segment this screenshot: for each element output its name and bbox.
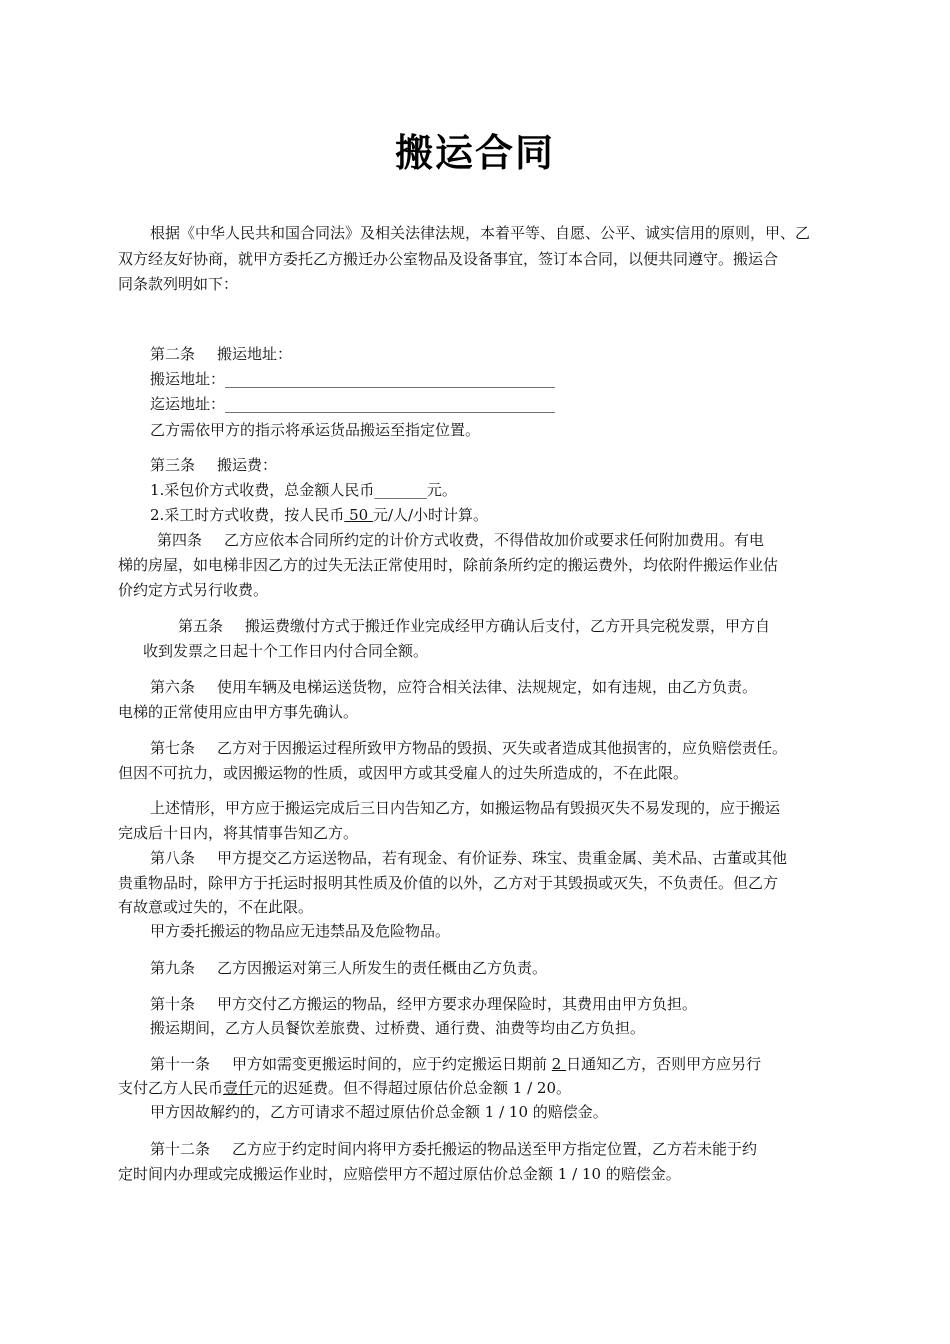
article-11-line-2 [118, 1077, 571, 1099]
from-address-label: 搬运地址： [150, 370, 226, 388]
article-6-line-1 [150, 676, 757, 698]
article-2-label: 第二条 [150, 345, 196, 363]
article-8-line-1 [150, 847, 787, 869]
article-7-line-2: 但因不可抗力，或因搬运物的性质，或因甲方或其受雇人的过失所造成的，不在此限。 [118, 764, 689, 782]
article-6-line-2: 电梯的正常使用应由甲方事先确认。 [118, 703, 359, 721]
page-title: 搬运合同 [394, 131, 555, 175]
fee-item-1 [150, 479, 457, 501]
article-10-line-2: 搬运期间，乙方人员餐饮差旅费、过桥费、通行费、油费等均由乙方负担。 [150, 1019, 646, 1037]
article-11-text-1: 甲方如需变更搬运时间的，应于约定搬运日期前 [232, 1055, 552, 1073]
article-8-line-4: 甲方委托搬运的物品应无违禁品及危险物品。 [150, 922, 451, 940]
article-8-line-2: 贵重物品时，除甲方于托运时报明其性质及价值的以外，乙方对于其毁损或灭失，不负责任。但乙方 [118, 874, 779, 892]
article-11-line-1 [150, 1053, 761, 1075]
article-5-label: 第五条 [178, 617, 224, 635]
article-9-line [150, 957, 547, 979]
preamble-line-1: 根据《中华人民共和国合同法》及相关法律法规，本着平等、自愿、公平、诚实信用的原则，甲、乙 [150, 224, 811, 242]
from-address-blank: ____________________________________________ [225, 370, 556, 388]
article-7-label: 第七条 [150, 739, 196, 757]
article-10-line-1 [150, 993, 697, 1015]
article-4-line-1 [157, 529, 764, 551]
article-9-label: 第九条 [150, 959, 196, 977]
article-3-heading [150, 454, 277, 476]
notice-days-value: 2 [551, 1055, 567, 1073]
article-5-text-1: 搬运费缴付方式于搬迁作业完成经甲方确认后支付，乙方开具完税发票，甲方自 [245, 617, 771, 635]
article-4-line-2: 梯的房屋，如电梯非因乙方的过失无法正常使用时，除前条所约定的搬运费外，均依附件搬运作业估 [118, 556, 779, 574]
article-12-line-1 [150, 1138, 757, 1160]
article-11-text-3: 支付乙方人民币 [118, 1079, 224, 1097]
article-7-extra-2: 完成后十日内，将其情事告知乙方。 [118, 824, 359, 842]
preamble-line-3: 同条款列明如下： [118, 275, 239, 293]
article-4-label: 第四条 [157, 531, 203, 549]
article-2-heading [150, 343, 292, 365]
article-12-label: 第十二条 [150, 1140, 211, 1158]
fee-item-1-unit: 元。 [426, 481, 457, 499]
article-11-label: 第十一条 [150, 1055, 211, 1073]
article-12-line-2: 定时间内办理或完成搬运作业时，应赔偿甲方不超过原估价总金额 1 / 10 的赔偿金。 [118, 1165, 681, 1183]
fee-item-1-text: 1.采包价方式收费，总金额人民币 [150, 481, 375, 499]
article-8-label: 第八条 [150, 849, 196, 867]
article-7-text-1: 乙方对于因搬运过程所致甲方物品的毁损、灭失或者造成其他损害的，应负赔偿责任。 [217, 739, 788, 757]
article-10-text: 甲方交付乙方搬运的物品，经甲方要求办理保险时，其费用由甲方负担。 [217, 995, 698, 1013]
article-3-label: 第三条 [150, 456, 196, 474]
article-5-line-2: 收到发票之日起十个工作日内付合同全额。 [143, 642, 429, 660]
article-11-line-3: 甲方因故解约的，乙方可请求不超过原估价总金额 1 / 10 的赔偿金。 [150, 1103, 608, 1121]
article-2-note: 乙方需依甲方的指示将承运货品搬运至指定位置。 [150, 421, 481, 439]
article-6-text-1: 使用车辆及电梯运送货物，应符合相关法律、法规规定，如有违规，由乙方负责。 [217, 678, 758, 696]
to-address-blank: ____________________________________________ [225, 395, 556, 413]
article-7-line-1 [150, 737, 787, 759]
fee-item-2-value: 50 [344, 506, 373, 524]
fee-item-2 [150, 504, 488, 526]
fee-item-2-unit: 元/人/小时计算。 [372, 506, 489, 524]
article-6-label: 第六条 [150, 678, 196, 696]
fee-item-1-blank: _______ [374, 481, 427, 499]
article-5-line-1 [178, 615, 770, 637]
fee-item-2-text: 2.采工时方式收费，按人民币 [150, 506, 345, 524]
article-4-line-3: 价约定方式另行收费。 [118, 581, 269, 599]
to-address-label: 迄运地址： [150, 395, 226, 413]
article-10-label: 第十条 [150, 995, 196, 1013]
to-address-line [150, 393, 555, 415]
from-address-line [150, 368, 555, 390]
article-7-extra-1: 上述情形，甲方应于搬运完成后三日内告知乙方，如搬运物品有毁损灭失不易发现的，应于搬运 [150, 799, 781, 817]
article-11-text-4: 元的迟延费。但不得超过原估价总金额 1 / 20。 [253, 1079, 572, 1097]
article-12-text-1: 乙方应于约定时间内将甲方委托搬运的物品送至甲方指定位置，乙方若未能于约 [232, 1140, 758, 1158]
article-8-line-3: 有故意或过失的，不在此限。 [118, 898, 314, 916]
article-4-text-1: 乙方应依本合同所约定的计价方式收费，不得借故加价或要求任何附加费用。有电 [224, 531, 765, 549]
article-9-text: 乙方因搬运对第三人所发生的责任概由乙方负责。 [217, 959, 548, 977]
article-8-text-1: 甲方提交乙方运送物品，若有现金、有价证券、珠宝、贵重金属、美术品、古董或其他 [217, 849, 788, 867]
delay-fee-value: 壹仟 [223, 1079, 254, 1097]
article-2-title: 搬运地址： [217, 345, 293, 363]
article-11-text-2: 日通知乙方，否则甲方应另行 [566, 1055, 762, 1073]
preamble-line-2: 双方经友好协商，就甲方委托乙方搬迁办公室物品及设备事宜，签订本合同，以便共同遵守。搬运合 [118, 250, 779, 268]
article-3-title: 搬运费： [217, 456, 278, 474]
